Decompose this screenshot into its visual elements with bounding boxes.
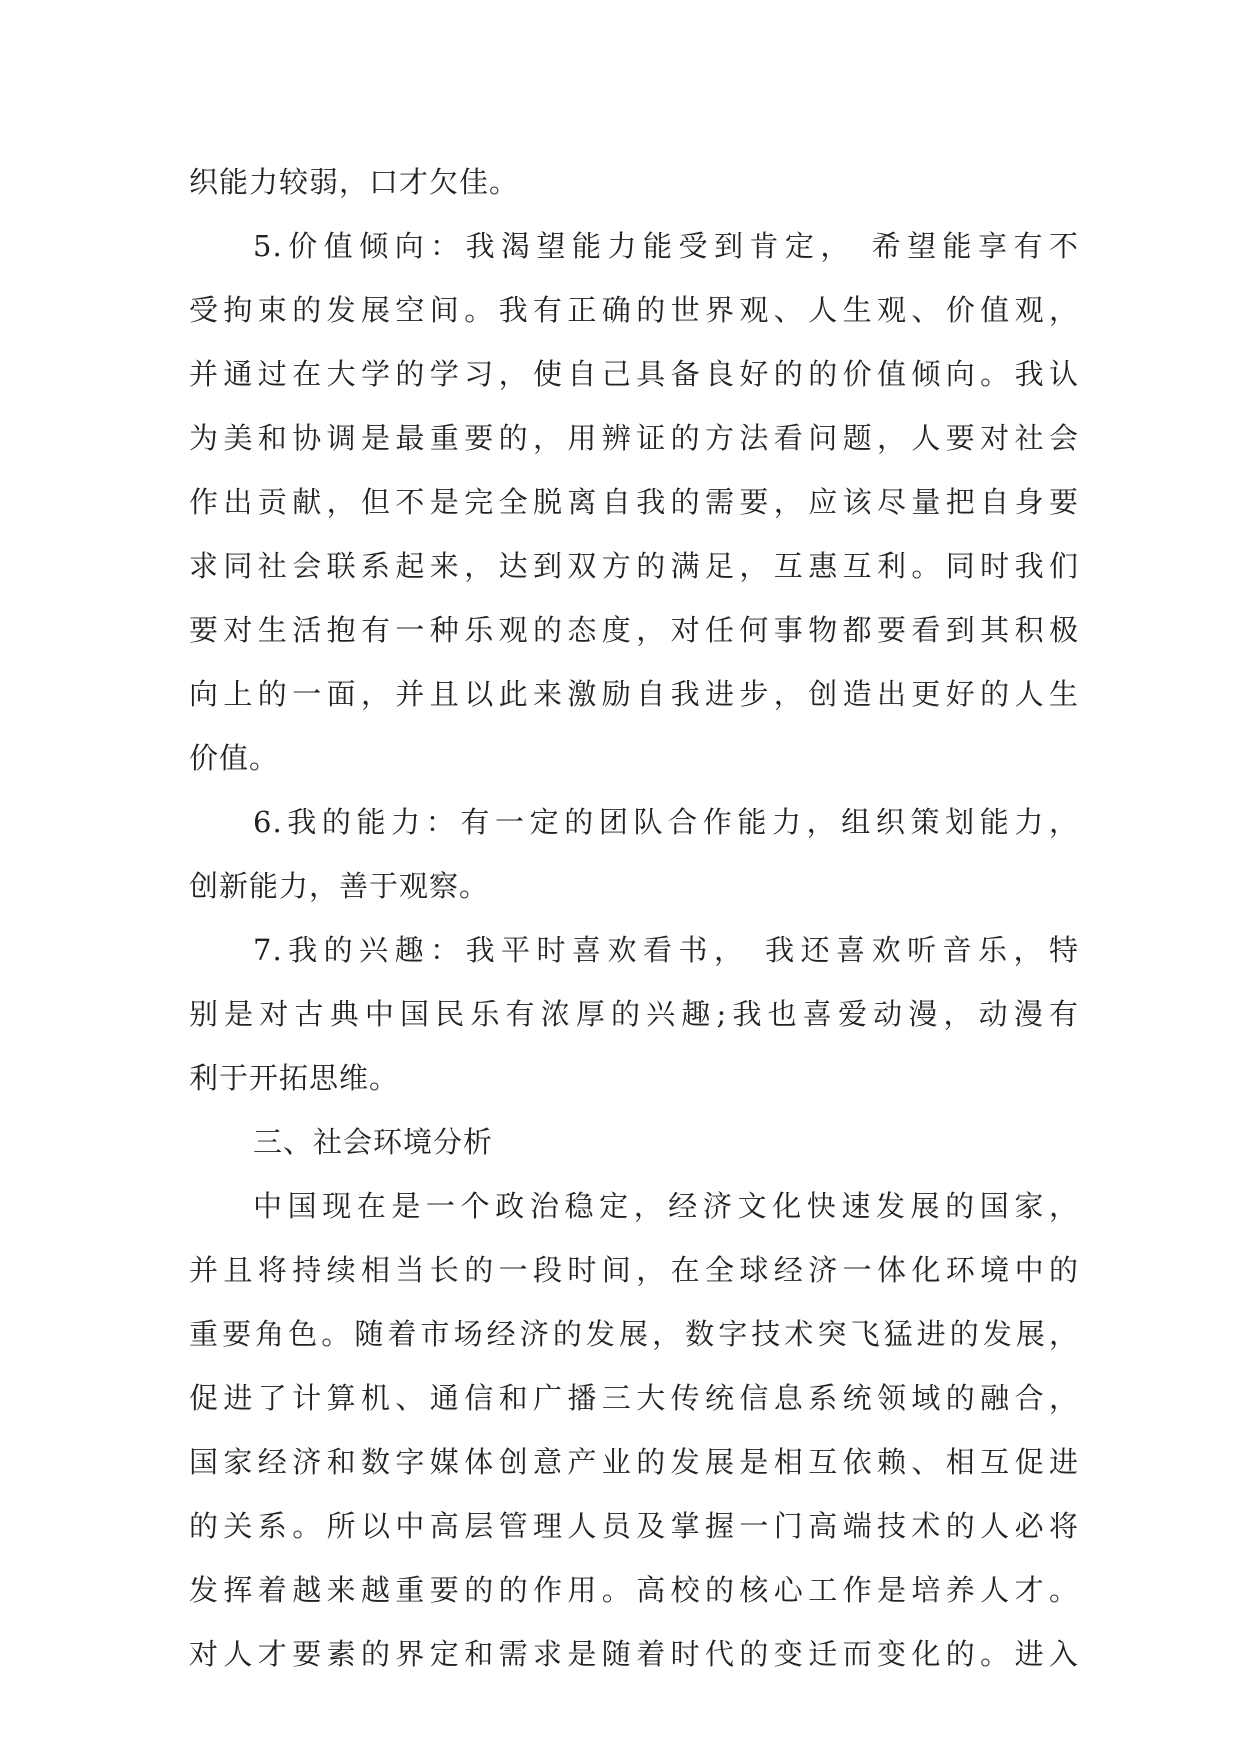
text-line: 7.我的兴趣：我平时喜欢看书， 我还喜欢听音乐，特: [253, 933, 1079, 967]
text-line: 5.价值倾向：我渴望能力能受到肯定， 希望能享有不: [253, 229, 1079, 263]
text-line: 利于开拓思维。: [189, 1061, 400, 1095]
text-line: 并且将持续相当长的一段时间，在全球经济一体化环境中的: [189, 1253, 1079, 1287]
text-line: 要对生活抱有一种乐观的态度，对任何事物都要看到其积极: [189, 613, 1079, 647]
text-line: 促进了计算机、通信和广播三大传统信息系统领域的融合，: [189, 1381, 1079, 1415]
body-text: [189, 150, 1079, 1686]
text-line: 发挥着越来越重要的的作用。高校的核心工作是培养人才。: [189, 1573, 1079, 1607]
text-line: 作出贡献，但不是完全脱离自我的需要，应该尽量把自身要: [189, 485, 1079, 519]
text-line: 三、社会环境分析: [253, 1125, 494, 1159]
text-line: 对人才要素的界定和需求是随着时代的变迁而变化的。进入: [189, 1637, 1079, 1671]
text-line: 中国现在是一个政治稳定，经济文化快速发展的国家，: [253, 1189, 1079, 1223]
text-line: 6.我的能力：有一定的团队合作能力，组织策划能力，: [253, 805, 1079, 839]
text-line: 价值。: [189, 741, 280, 775]
text-line: 求同社会联系起来，达到双方的满足，互惠互利。同时我们: [189, 549, 1079, 583]
text-line: 并通过在大学的学习，使自己具备良好的的价值倾向。我认: [189, 357, 1079, 391]
text-line: 重要角色。随着市场经济的发展，数字技术突飞猛进的发展，: [189, 1317, 1079, 1351]
text-line: 的关系。所以中高层管理人员及掌握一门高端技术的人必将: [189, 1509, 1079, 1543]
text-line: 为美和协调是最重要的，用辨证的方法看问题，人要对社会: [189, 421, 1079, 455]
text-line: 别是对古典中国民乐有浓厚的兴趣;我也喜爱动漫，动漫有: [189, 997, 1079, 1031]
text-line: 受拘束的发展空间。我有正确的世界观、人生观、价值观，: [189, 293, 1079, 327]
text-line: 向上的一面，并且以此来激励自我进步，创造出更好的人生: [189, 677, 1079, 711]
text-line: 织能力较弱，口才欠佳。: [189, 165, 520, 199]
text-line: 国家经济和数字媒体创意产业的发展是相互依赖、相互促进: [189, 1445, 1079, 1479]
text-line: 创新能力，善于观察。: [189, 869, 490, 903]
